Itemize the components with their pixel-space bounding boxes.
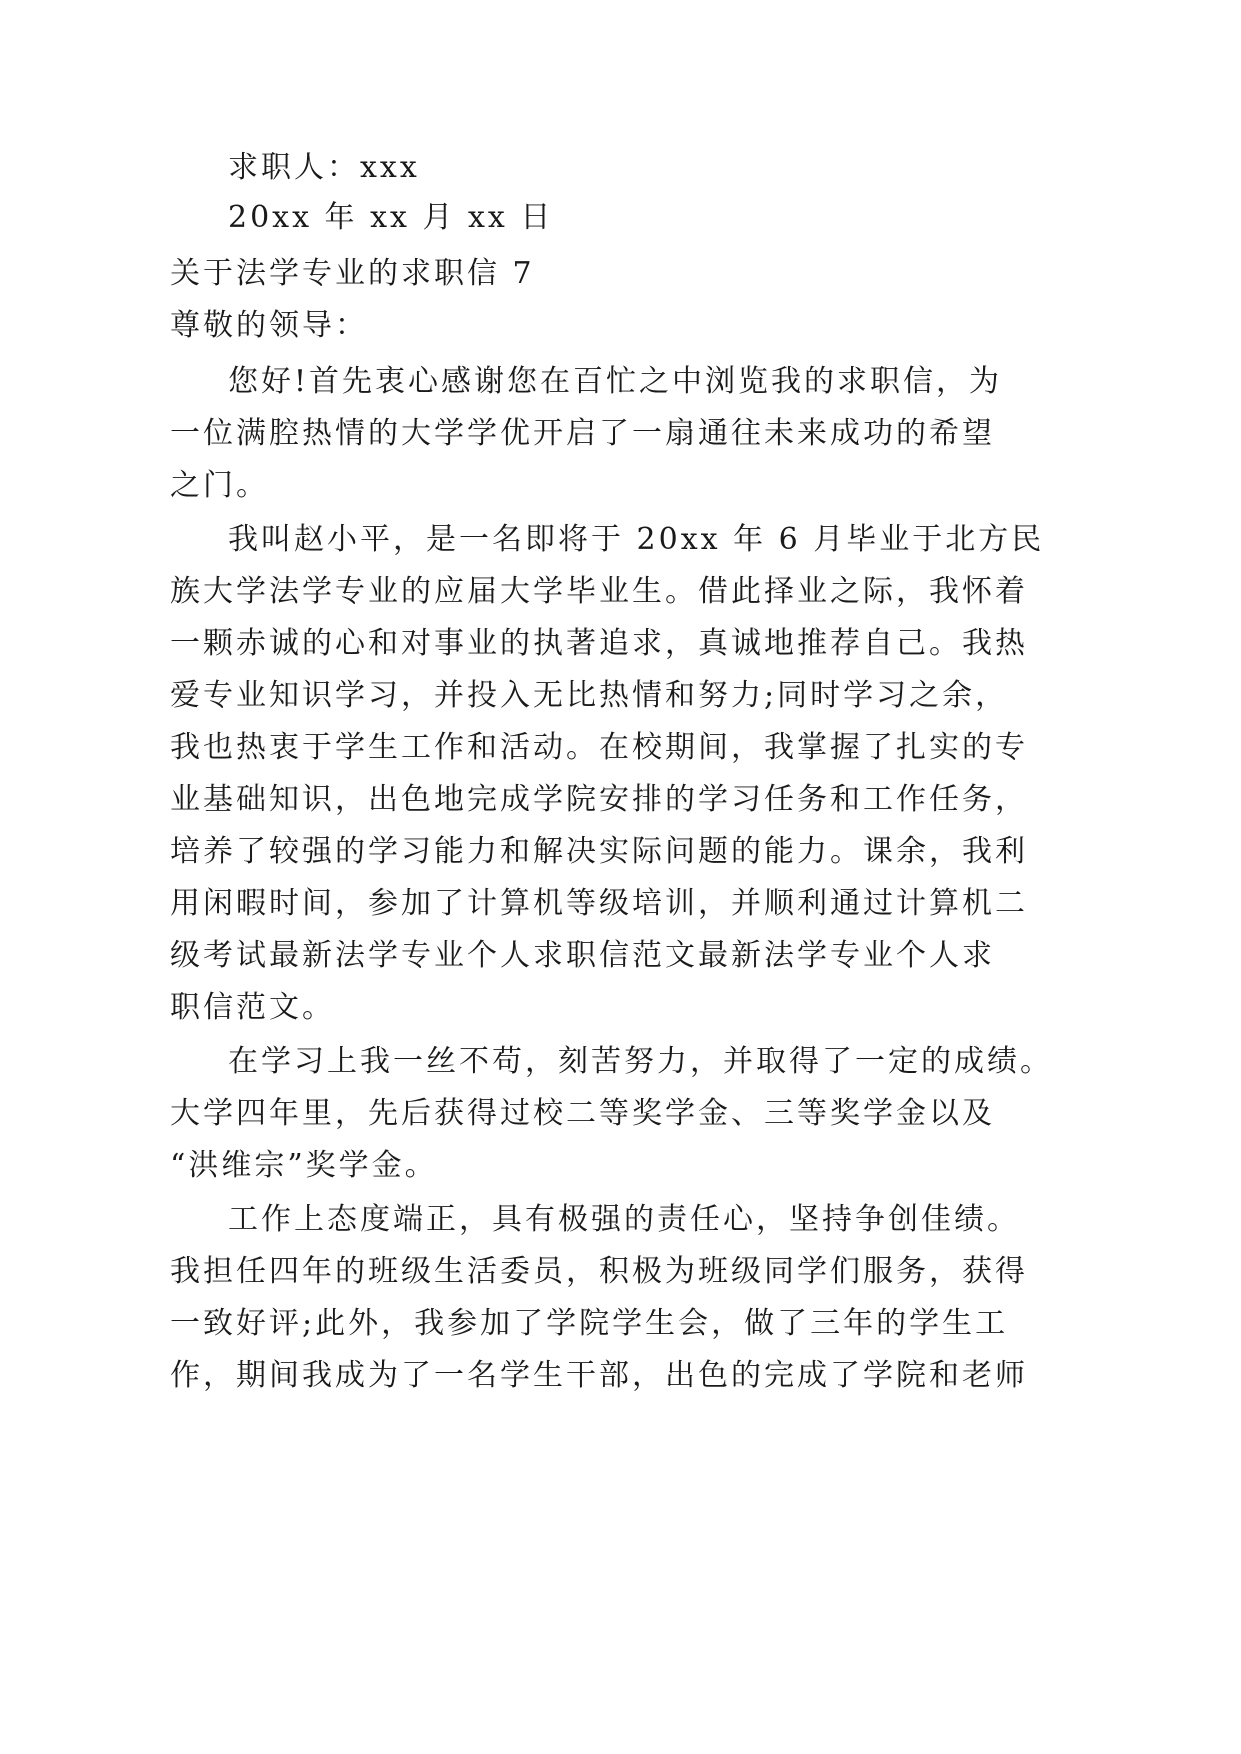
paragraph-line: 业基础知识，出色地完成学院安排的学习任务和工作任务，	[170, 782, 1028, 817]
signature-applicant: 求职人：xxx	[228, 150, 420, 185]
paragraph-line: 在学习上我一丝不苟，刻苦努力，并取得了一定的成绩。	[228, 1044, 1053, 1079]
paragraph-line: 之门。	[170, 468, 269, 503]
paragraph-line: 作，期间我成为了一名学生干部，出色的完成了学院和老师	[170, 1358, 1028, 1393]
paragraph-line: 一致好评;此外，我参加了学院学生会，做了三年的学生工	[170, 1306, 1009, 1341]
paragraph-line: 职信范文。	[170, 990, 335, 1025]
paragraph-line: 爱专业知识学习，并投入无比热情和努力;同时学习之余，	[170, 678, 1009, 713]
paragraph-line: 一颗赤诚的心和对事业的执著追求，真诚地推荐自己。我热	[170, 626, 1028, 661]
paragraph-line: 族大学法学专业的应届大学毕业生。借此择业之际，我怀着	[170, 574, 1028, 609]
signature-date: 20xx 年 xx 月 xx 日	[228, 200, 554, 235]
paragraph-line: 大学四年里，先后获得过校二等奖学金、三等奖学金以及	[170, 1096, 995, 1131]
paragraph-line: 一位满腔热情的大学学优开启了一扇通往未来成功的希望	[170, 416, 995, 451]
paragraph-line: 用闲暇时间，参加了计算机等级培训，并顺利通过计算机二	[170, 886, 1028, 921]
paragraph-line: “洪维宗”奖学金。	[170, 1148, 438, 1183]
salutation: 尊敬的领导：	[170, 308, 368, 343]
paragraph-line: 我担任四年的班级生活委员，积极为班级同学们服务，获得	[170, 1254, 1028, 1289]
paragraph-line: 我叫赵小平，是一名即将于 20xx 年 6 月毕业于北方民	[228, 522, 1045, 557]
paragraph-line: 培养了较强的学习能力和解决实际问题的能力。课余，我利	[170, 834, 1028, 869]
paragraph-line: 工作上态度端正，具有极强的责任心，坚持争创佳绩。	[228, 1202, 1020, 1237]
letter-title: 关于法学专业的求职信 7	[170, 256, 535, 291]
paragraph-line: 我也热衷于学生工作和活动。在校期间，我掌握了扎实的专	[170, 730, 1028, 765]
paragraph-line: 级考试最新法学专业个人求职信范文最新法学专业个人求	[170, 938, 995, 973]
paragraph-line: 您好!首先衷心感谢您在百忙之中浏览我的求职信，为	[228, 364, 1003, 399]
